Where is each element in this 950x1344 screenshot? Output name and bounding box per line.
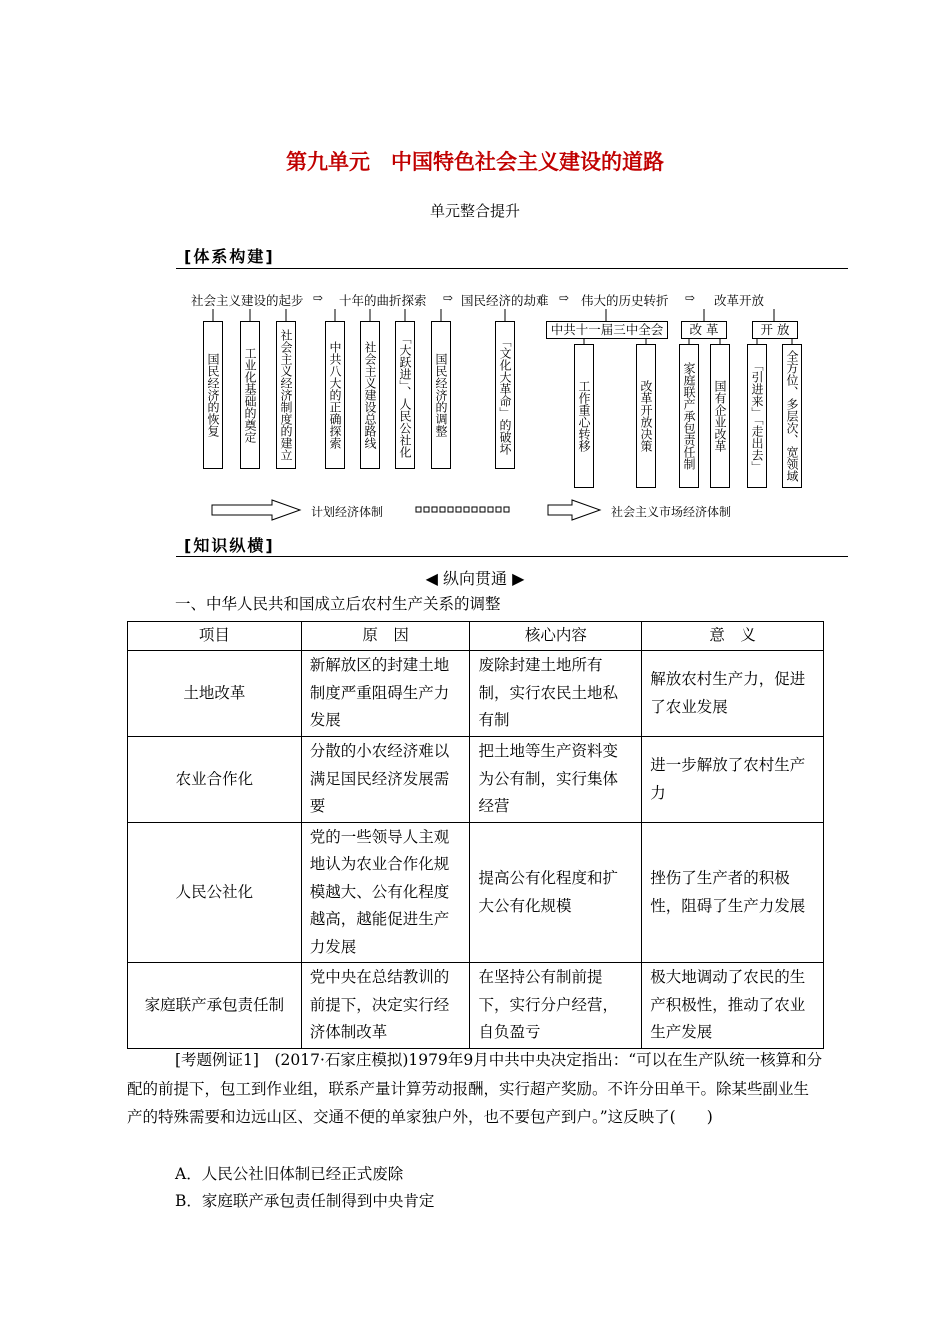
arrow-right-icon: ⇨ (313, 291, 324, 305)
bracket-left-icon: ◀ (425, 569, 438, 588)
diagram-box: 国民经济的调整 (431, 321, 451, 469)
diagram-box: 工作重心转移 (574, 344, 594, 488)
table-cell: 土地改革 (128, 651, 302, 737)
table-cell: 进一步解放了农村生产力 (642, 737, 824, 823)
table-row (128, 823, 824, 963)
stage-label: 国民经济的劫难 (461, 293, 549, 308)
stage-label: 十年的曲折探索 (339, 293, 427, 308)
table-cell: 极大地调动了农民的生产积极性，推动了农业生产发展 (642, 963, 824, 1049)
diagram-box: 中共八大的正确探索 (325, 321, 345, 469)
group-label: 改 革 (681, 321, 727, 339)
table-cell: 废除封建土地所有制，实行农民土地私有制 (470, 651, 642, 737)
banner-text: 纵向贯通 (442, 569, 507, 588)
page-title: 第九单元 中国特色社会主义建设的道路 (286, 150, 664, 174)
example-question: [考题例证1] (2017·石家庄模拟)1979年9月中共中央决定指出：“可以在生产队统一核算和分配的前提下，包工到作业组，联系产量计算劳动报酬，实行超产奖励。不许分田单干。除某些副业生产的特殊需要和边远山区、交通不便的单家独户外，也不要包产到户。”这反映了( ) (127, 1051, 823, 1126)
stage-label: 伟大的历史转折 (581, 293, 669, 308)
concept-diagram (0, 0, 950, 530)
diagram-box: 「引进来」「走出去」 (747, 344, 767, 488)
adjustment-table (127, 621, 824, 1049)
stage-label: 改革开放 (714, 293, 765, 308)
column-header: 原 因 (301, 622, 470, 651)
arrow-right-icon: ⇨ (685, 291, 696, 305)
column-header: 项目 (128, 622, 302, 651)
diagram-box: 家庭联产承包责任制 (679, 344, 699, 488)
diagram-box: 社会主义经济制度的建立 (276, 321, 296, 469)
diagram-connectors (0, 0, 950, 530)
arrow-right-icon: ⇨ (443, 291, 454, 305)
table-header-row (128, 622, 824, 651)
page-subtitle: 单元整合提升 (429, 202, 520, 220)
diagram-box: 「文化大革命」的破坏 (495, 321, 515, 469)
option-b: B．家庭联产承包责任制得到中央肯定 (175, 1192, 435, 1210)
table-cell: 在坚持公有制前提下，实行分户经营，自负盈亏 (470, 963, 642, 1049)
table-cell: 党的一些领导人主观地认为农业合作化规模越大、公有化程度越高，越能促进生产力发展 (301, 823, 470, 963)
table-title: 一、中华人民共和国成立后农村生产关系的调整 (175, 595, 501, 613)
bottom-label-right: 社会主义市场经济体制 (611, 505, 732, 519)
table-cell: 党中央在总结教训的前提下，决定实行经济体制改革 (301, 963, 470, 1049)
table-cell: 家庭联产承包责任制 (128, 963, 302, 1049)
table-row (128, 737, 824, 823)
diagram-box: 改革开放决策 (636, 344, 656, 488)
banner (0, 566, 950, 589)
section-heading-knowledge: [知识纵横] (184, 536, 275, 555)
diagram-box: 国民经济的恢复 (203, 321, 223, 469)
bracket-right-icon: ▶ (512, 569, 525, 588)
column-header: 核心内容 (470, 622, 642, 651)
table-cell: 分散的小农经济难以满足国民经济发展需要 (301, 737, 470, 823)
table-cell: 提高公有化程度和扩大公有化规模 (470, 823, 642, 963)
diagram-box: 国有企业改革 (710, 344, 730, 488)
group-label: 中共十一届三中全会 (546, 321, 668, 339)
bottom-label-left: 计划经济体制 (311, 505, 384, 519)
stage-label: 社会主义建设的起步 (191, 293, 304, 308)
table-row (128, 651, 824, 737)
table-cell: 农业合作化 (128, 737, 302, 823)
table-cell: 把土地等生产资料变为公有制，实行集体经营 (470, 737, 642, 823)
table-cell: 人民公社化 (128, 823, 302, 963)
table-row (128, 963, 824, 1049)
option-a: A．人民公社旧体制已经正式废除 (175, 1165, 404, 1183)
diagram-box: 工业化基础的奠定 (240, 321, 260, 469)
column-header: 意 义 (642, 622, 824, 651)
table-cell: 挫伤了生产者的积极性，阻碍了生产力发展 (642, 823, 824, 963)
table-cell: 解放农村生产力，促进了农业发展 (642, 651, 824, 737)
diagram-box: 「大跃进」、人民公社化 (395, 321, 415, 469)
section-rule (176, 556, 848, 557)
section-heading-system: [体系构建] (184, 247, 275, 266)
diagram-box: 社会主义建设总路线 (360, 321, 380, 469)
arrow-right-icon: ⇨ (559, 291, 570, 305)
table-cell: 新解放区的封建土地制度严重阻碍生产力发展 (301, 651, 470, 737)
diagram-box: 全方位、多层次、宽领域 (782, 344, 802, 488)
group-label: 开 放 (752, 321, 798, 339)
